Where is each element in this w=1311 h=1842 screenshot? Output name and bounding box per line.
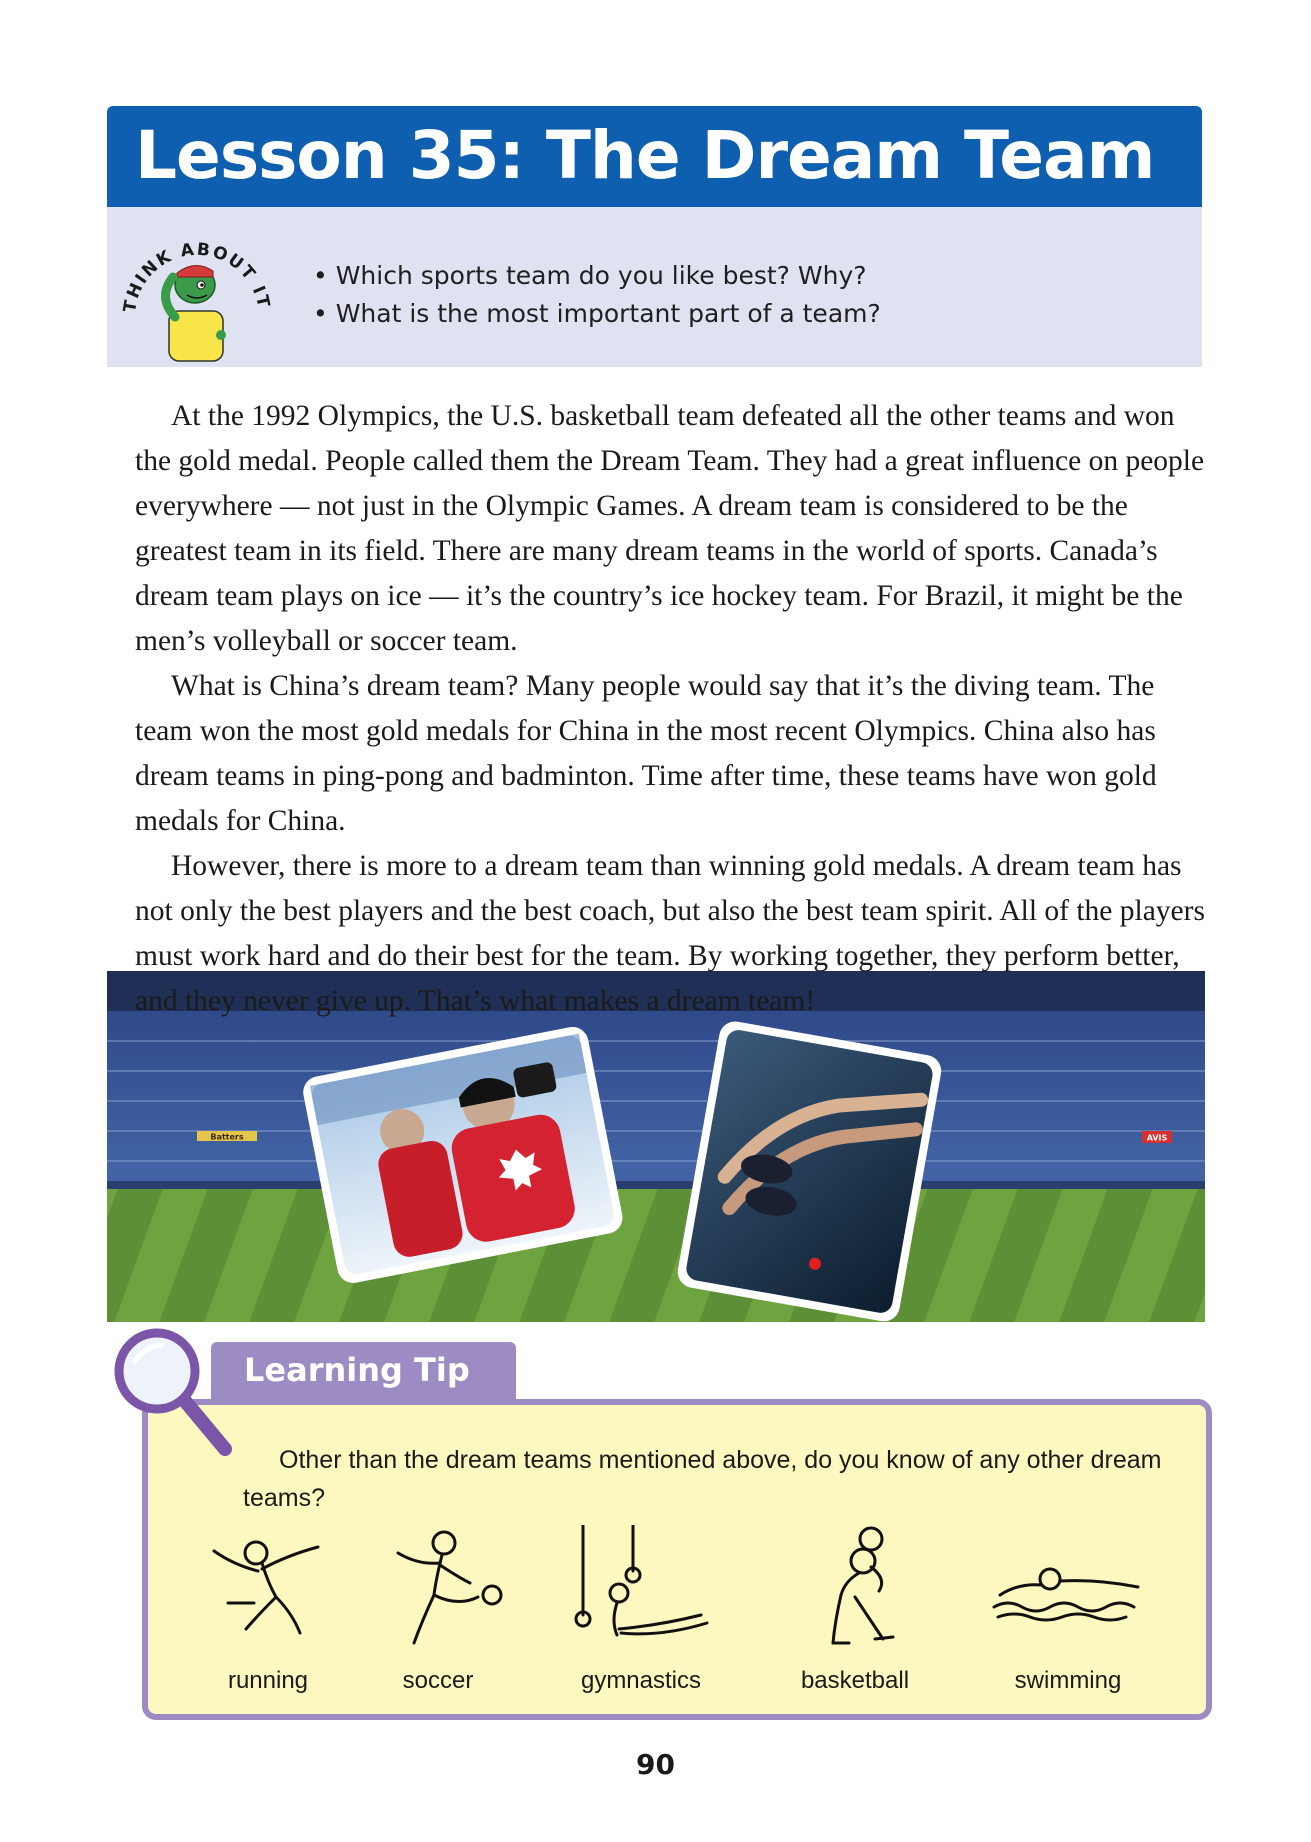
- lesson-header: [107, 106, 1202, 207]
- gymnastics-icon: [561, 1525, 721, 1655]
- swimming-icon: [988, 1525, 1148, 1655]
- batters-sign-text: Batters: [210, 1132, 244, 1142]
- sport-item: [541, 1525, 741, 1695]
- magnifying-glass-icon: [105, 1323, 235, 1463]
- sport-item: [338, 1525, 538, 1695]
- article-paragraph: At the 1992 Olympics, the U.S. basketball team defeated all the other teams and won the gold medal. People called them the Dream Team. They had a great influence on people everywhere — not just in the Olympic Games. A dream team is considered to be the greatest team in its field. There are many dream teams in the world of sports. Canada’s dream team plays on ice — it’s the country’s ice hockey team. For Brazil, it might be the men’s volleyball or soccer team.: [135, 400, 1205, 657]
- running-icon: [188, 1525, 348, 1655]
- turtle-mascot-icon: [165, 265, 226, 361]
- sport-label: swimming: [1014, 1667, 1122, 1694]
- article-paragraph: However, there is more to a dream team than winning gold medals. A dream team has not only the best players and the best coach, but also the best team spirit. All of the players must work hard and do their best for the team. By working together, they perform better, and they never give up. That’s what makes a dream team!: [135, 850, 1205, 1017]
- sport-label: running: [227, 1667, 309, 1694]
- diving-photo: [675, 1019, 943, 1322]
- article-body: [135, 394, 1207, 1024]
- basketball-icon: [775, 1525, 935, 1655]
- think-question: • Which sports team do you like best? Why?: [313, 257, 881, 295]
- think-about-it-box: [107, 207, 1202, 367]
- learning-tip-tab: [211, 1342, 516, 1400]
- sport-label: gymnastics: [580, 1667, 702, 1694]
- think-questions: [313, 257, 881, 333]
- sport-item: [755, 1525, 955, 1695]
- sport-item: [968, 1525, 1168, 1695]
- think-badge-text: THINK ABOUT IT: [119, 239, 274, 314]
- learning-tip-label: Learning Tip: [244, 1351, 470, 1389]
- sport-label: basketball: [800, 1667, 910, 1694]
- learning-tip-box: [142, 1399, 1212, 1720]
- sport-label: soccer: [402, 1667, 474, 1694]
- lesson-title: Lesson 35: The Dream Team: [135, 117, 1155, 194]
- think-question: • What is the most important part of a team?: [313, 295, 881, 333]
- think-about-it-badge: [117, 225, 277, 365]
- article-paragraph: What is China’s dream team? Many people would say that it’s the diving team. The team won the most gold medals for China in the most recent Olympics. China also has dream teams in ping-pong and badminton. Time after time, these teams have won gold medals for China.: [135, 670, 1157, 837]
- avis-sign-text: AVIS: [1146, 1133, 1168, 1143]
- learning-tip-question: Other than the dream teams mentioned above, do you know of any other dream teams?: [243, 1446, 1162, 1512]
- page-number: 90: [636, 1748, 675, 1781]
- soccer-icon: [358, 1525, 518, 1655]
